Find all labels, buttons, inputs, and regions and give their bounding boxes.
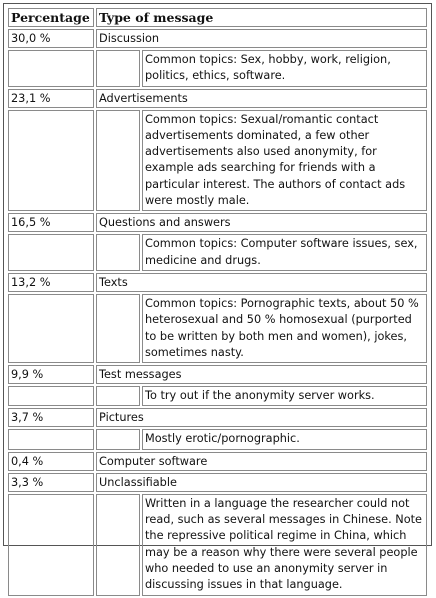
empty-cell xyxy=(8,494,94,596)
table-row-description xyxy=(8,386,427,406)
type-cell: Unclassifiable xyxy=(96,473,427,492)
type-cell: Questions and answers xyxy=(96,213,427,232)
table-row-description xyxy=(8,50,427,87)
percentage-cell: 23,1 % xyxy=(8,89,94,108)
table-row xyxy=(8,273,427,292)
type-cell: Advertisements xyxy=(96,89,427,108)
percentage-cell: 3,3 % xyxy=(8,473,94,492)
empty-cell xyxy=(8,110,94,212)
percentage-cell: 9,9 % xyxy=(8,365,94,384)
description-cell: Written in a language the researcher could not read, such as several messages in Chinese. Note the repressive political regime in China, which may be a reason why there were several people who needed to use an anonymity server in discussing issues in that language. xyxy=(142,494,427,596)
empty-cell xyxy=(96,429,140,449)
empty-cell xyxy=(8,386,94,406)
type-cell: Computer software xyxy=(96,452,427,471)
description-cell: Common topics: Sexual/romantic contact advertisements dominated, a few other advertisements also used anonymity, for example ads searching for friends with a particular interest. The authors of contact ads were mostly male. xyxy=(142,110,427,212)
header-type-of-message: Type of message xyxy=(96,8,427,27)
empty-cell xyxy=(96,494,140,596)
percentage-cell: 3,7 % xyxy=(8,408,94,427)
percentage-cell: 16,5 % xyxy=(8,213,94,232)
empty-cell xyxy=(96,50,140,87)
empty-cell xyxy=(96,110,140,212)
percentage-cell: 13,2 % xyxy=(8,273,94,292)
empty-cell xyxy=(8,50,94,87)
table-row-description xyxy=(8,294,427,363)
table-row xyxy=(8,408,427,427)
empty-cell xyxy=(96,234,140,271)
message-types-table-frame xyxy=(3,3,432,592)
empty-cell xyxy=(8,294,94,363)
type-cell: Pictures xyxy=(96,408,427,427)
percentage-cell: 30,0 % xyxy=(8,29,94,48)
table-row-description xyxy=(8,429,427,449)
table-row xyxy=(8,29,427,48)
table-row xyxy=(8,473,427,492)
description-cell: Common topics: Sex, hobby, work, religion, politics, ethics, software. xyxy=(142,50,427,87)
description-cell: To try out if the anonymity server works. xyxy=(142,386,427,406)
percentage-cell: 0,4 % xyxy=(8,452,94,471)
table-row-description xyxy=(8,110,427,212)
header-row xyxy=(8,8,427,27)
type-cell: Test messages xyxy=(96,365,427,384)
description-cell: Common topics: Pornographic texts, about 50 % heterosexual and 50 % homosexual (purported to be written by both men and women), jokes, sometimes nasty. xyxy=(142,294,427,363)
type-cell: Texts xyxy=(96,273,427,292)
empty-cell xyxy=(8,429,94,449)
table-row xyxy=(8,89,427,108)
table-row-description xyxy=(8,234,427,271)
table-row xyxy=(8,213,427,232)
header-percentage: Percentage xyxy=(8,8,94,27)
message-types-table xyxy=(6,6,429,598)
type-cell: Discussion xyxy=(96,29,427,48)
description-cell: Mostly erotic/pornographic. xyxy=(142,429,427,449)
empty-cell xyxy=(96,386,140,406)
empty-cell xyxy=(8,234,94,271)
table-body xyxy=(8,29,427,596)
description-cell: Common topics: Computer software issues, sex, medicine and drugs. xyxy=(142,234,427,271)
table-row-description xyxy=(8,494,427,596)
table-row xyxy=(8,365,427,384)
table-row xyxy=(8,452,427,471)
empty-cell xyxy=(96,294,140,363)
